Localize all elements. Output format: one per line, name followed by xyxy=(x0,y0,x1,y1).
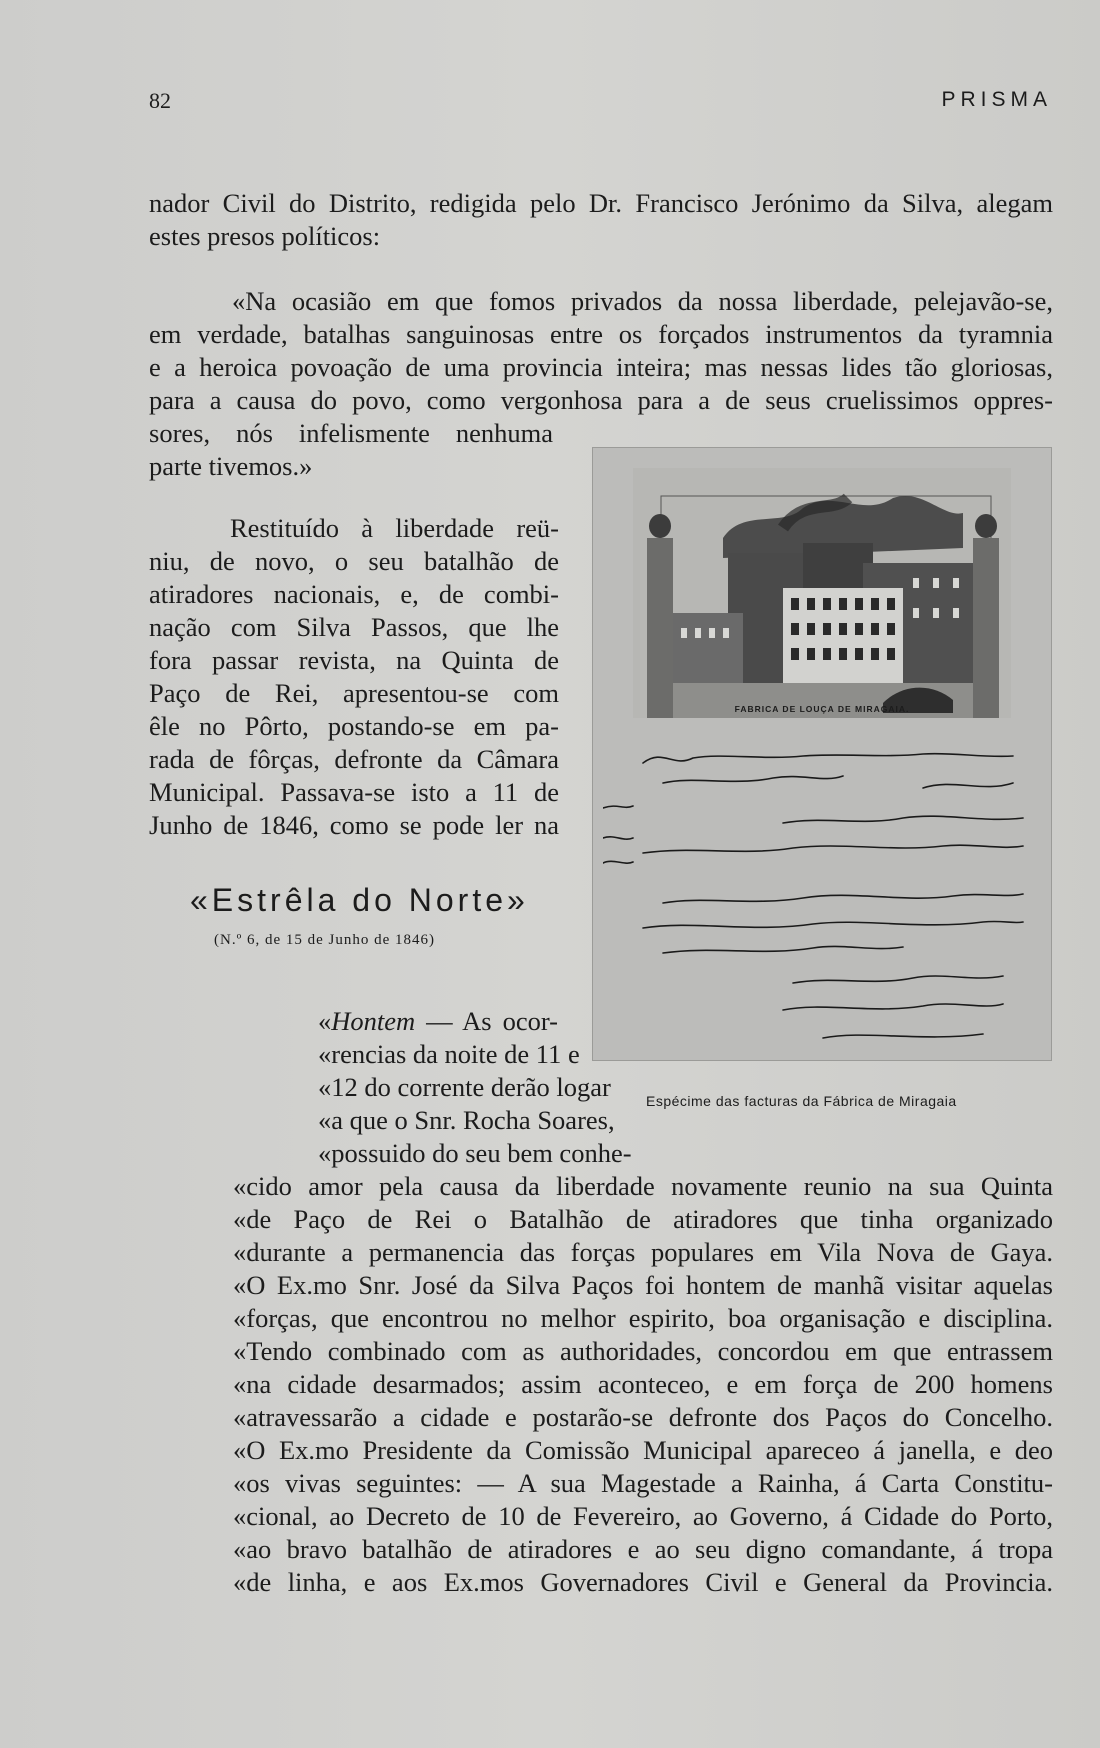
quote-line: «Na ocasião em que fomos privados da nossa liberdade, pelejavão-se, xyxy=(232,286,1053,316)
quote-line: «os vivas seguintes: — A sua Magestade a Rainha, á Carta Constitu- xyxy=(233,1468,1053,1498)
newspaper-issue: (N.º 6, de 15 de Junho de 1846) xyxy=(214,932,436,948)
quote-line: «atravessarão a cidade e postarão-se defronte dos Paços do Concelho. xyxy=(233,1402,1053,1432)
text-line: nador Civil do Distrito, redigida pelo Dr. Francisco Jerónimo da Silva, alegam xyxy=(149,188,1053,218)
narrative-line: Municipal. Passava-se isto a 11 de xyxy=(149,777,559,807)
quote-line: «rencias da noite de 11 e xyxy=(318,1039,580,1069)
quote-line: parte tivemos.» xyxy=(149,451,313,481)
newspaper-title: «Estrêla do Norte» xyxy=(190,882,529,918)
quote-line: em verdade, batalhas sanguinosas entre os forçados instrumentos da tyramnia xyxy=(149,319,1053,349)
quote-line: «possuido do seu bem conhe- xyxy=(318,1138,632,1168)
narrative-line: niu, de novo, o seu batalhão de xyxy=(149,546,559,576)
narrative-line: atiradores nacionais, e, de combi- xyxy=(149,579,559,609)
quote-line xyxy=(318,1005,558,1038)
figure-caption: Espécime das facturas da Fábrica de Miragaia xyxy=(646,1093,957,1109)
quote-line: «de linha, e aos Ex.mos Governadores Civil e General da Provincia. xyxy=(233,1567,1053,1597)
narrative-line: rada de fôrças, defronte da Câmara xyxy=(149,744,559,774)
quote-line: «de Paço de Rei o Batalhão de atiradores que tinha organizado xyxy=(233,1204,1053,1234)
quote-line: «O Ex.mo Snr. José da Silva Paços foi hontem de manhã visitar aquelas xyxy=(233,1270,1053,1300)
quote-line: sores, nós infelismente nenhuma xyxy=(149,418,553,448)
quote-line: «12 do corrente derão logar xyxy=(318,1072,611,1102)
quote-line: «a que o Snr. Rocha Soares, xyxy=(318,1105,615,1135)
quote-line: «Tendo combinado com as authoridades, concordou em que entrassem xyxy=(233,1336,1053,1366)
narrative-line: Paço de Rei, apresentou-se com xyxy=(149,678,559,708)
quote-line: «cido amor pela causa da liberdade novamente reunio na sua Quinta xyxy=(233,1171,1053,1201)
narrative-line: Restituído à liberdade reü- xyxy=(230,513,559,543)
quote-opening: «Hontem — As ocor- xyxy=(318,1006,558,1036)
quote-line: e a heroica povoação de uma provincia inteira; mas nessas lides tão gloriosas, xyxy=(149,352,1053,382)
running-title: PRISMA xyxy=(941,88,1052,111)
narrative-line: nação com Silva Passos, que lhe xyxy=(149,612,559,642)
narrative-line: êle no Pôrto, postando-se em pa- xyxy=(149,711,559,741)
page-number: 82 xyxy=(149,88,171,113)
narrative-line: Junho de 1846, como se pode ler na xyxy=(149,810,559,840)
quote-line: «durante a permanencia das forças populares em Vila Nova de Gaya. xyxy=(233,1237,1053,1267)
handwritten-invoice xyxy=(603,738,1043,1048)
quote-line: «cional, ao Decreto de 10 de Fevereiro, ao Governo, á Cidade do Porto, xyxy=(233,1501,1053,1531)
narrative-line: fora passar revista, na Quinta de xyxy=(149,645,559,675)
quote-line: «forças, que encontrou no melhor espirito, boa organisação e disciplina. xyxy=(233,1303,1053,1333)
text-line: estes presos políticos: xyxy=(149,221,381,251)
quote-line: para a causa do povo, como vergonhosa para a de seus cruelissimos oppres- xyxy=(149,385,1053,415)
factory-engraving xyxy=(633,468,1011,718)
quote-line: «na cidade desarmados; assim aconteceo, e em força de 200 homens xyxy=(233,1369,1053,1399)
quote-line: «O Ex.mo Presidente da Comissão Municipal apareceo á janella, e deo xyxy=(233,1435,1053,1465)
quote-line: «ao bravo batalhão de atiradores e ao seu digno comandante, á tropa xyxy=(233,1534,1053,1564)
invoice-illustration xyxy=(592,447,1052,1061)
engraving-label: FABRICA DE LOUÇA DE MIRAGAIA. xyxy=(734,704,910,714)
